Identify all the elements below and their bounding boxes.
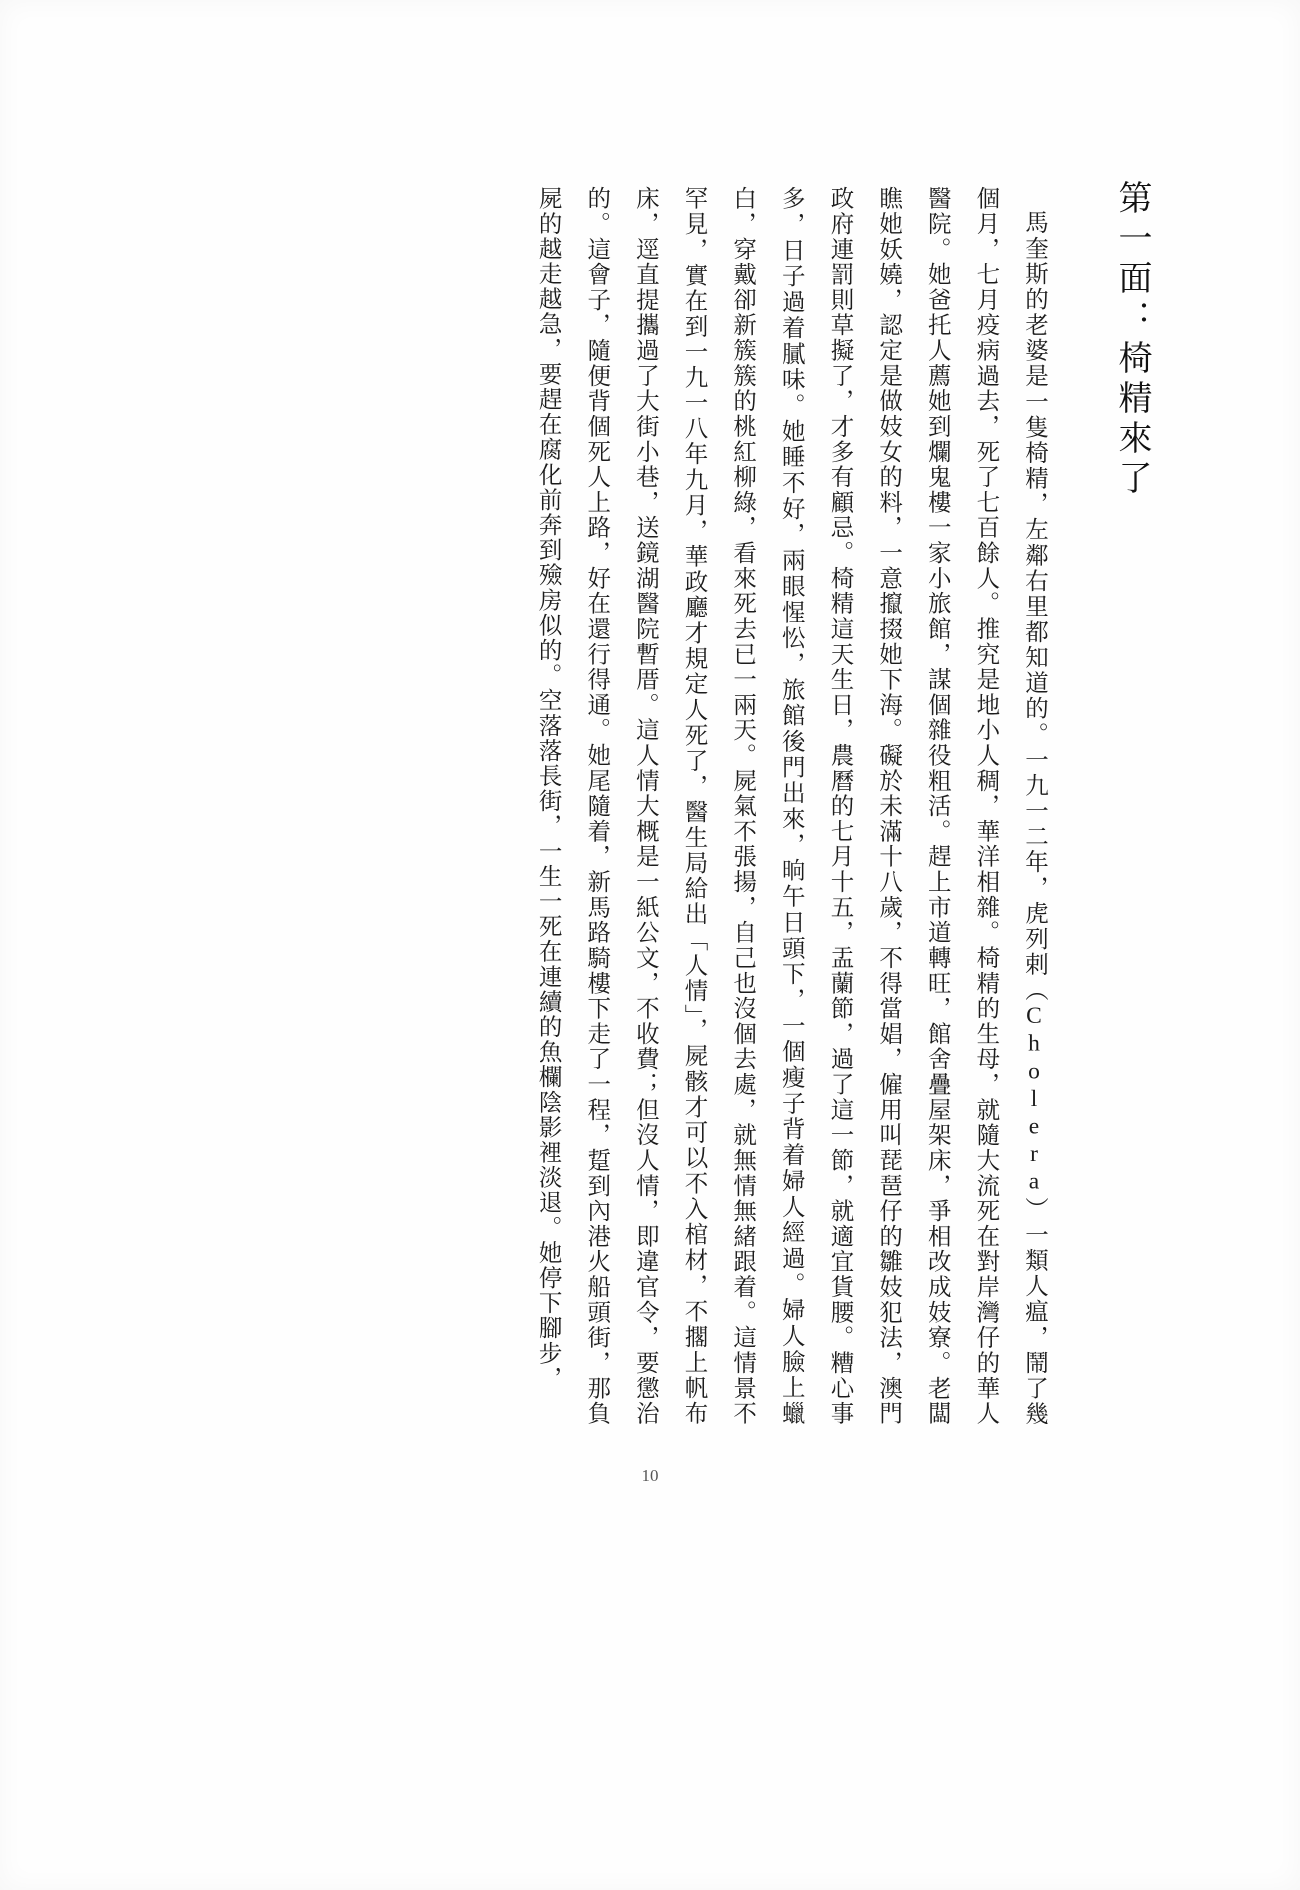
chapter-title: 第一面：椅精來了 xyxy=(1113,180,1150,500)
page-number: 10 xyxy=(641,1466,659,1485)
body-paragraph: 馬奎斯的老婆是一隻椅精，左鄰右里都知道的。一九一二年，虎列剌（Cholera）一類人瘟，鬧了幾個月，七月疫病過去，死了七百餘人。推究是地小人稠，華洋相雜。椅精的生母，就隨大流死在對岸灣仔的華人醫院。她爸托人薦她到爛鬼樓一家小旅館，謀個雜役粗活。趕上市道轉旺，館舍疊屋架床，爭相改成妓寮。老闆瞧她妖嬈，認定是做妓女的料，一意攛掇她下海。礙於未滿十八歲，不得當娼，僱用叫琵琶仔的雛妓犯法，澳門政府連罰則草擬了，才多有顧忌。椅精這天生日，農曆的七月十五，盂蘭節，過了這一節，就適宜貨腰。糟心事多，日子過着膩味。她睡不好，兩眼惺忪，旅館後門出來，晌午日頭下，一個瘦子背着婦人經過。婦人臉上蠟白，穿戴卻新簇簇的桃紅柳綠，看來死去已一兩天。屍氣不張揚，自己也沒個去處，就無情無緒跟着。這情景不罕見，實在到一九一八年九月，華政廳才規定人死了，醫生局給出「人情」，屍骸才可以不入棺材，不擱上帆布床，逕直提攜過了大街小巷，送鏡湖醫院暫厝。這人情大概是一紙公文，不收費；但沒人情，即違官令，要懲治的。這會子，隨便背個死人上路，好在還行得通。她尾隨着，新馬路騎樓下走了一程，踅到內港火船頭街，那負屍的越走越急，要趕在腐化前奔到殮房似的。空落落長街，一生一死在連續的魚欄陰影裡淡退。她停下腳步， xyxy=(534,186,1047,1426)
body-text xyxy=(523,186,1150,1426)
